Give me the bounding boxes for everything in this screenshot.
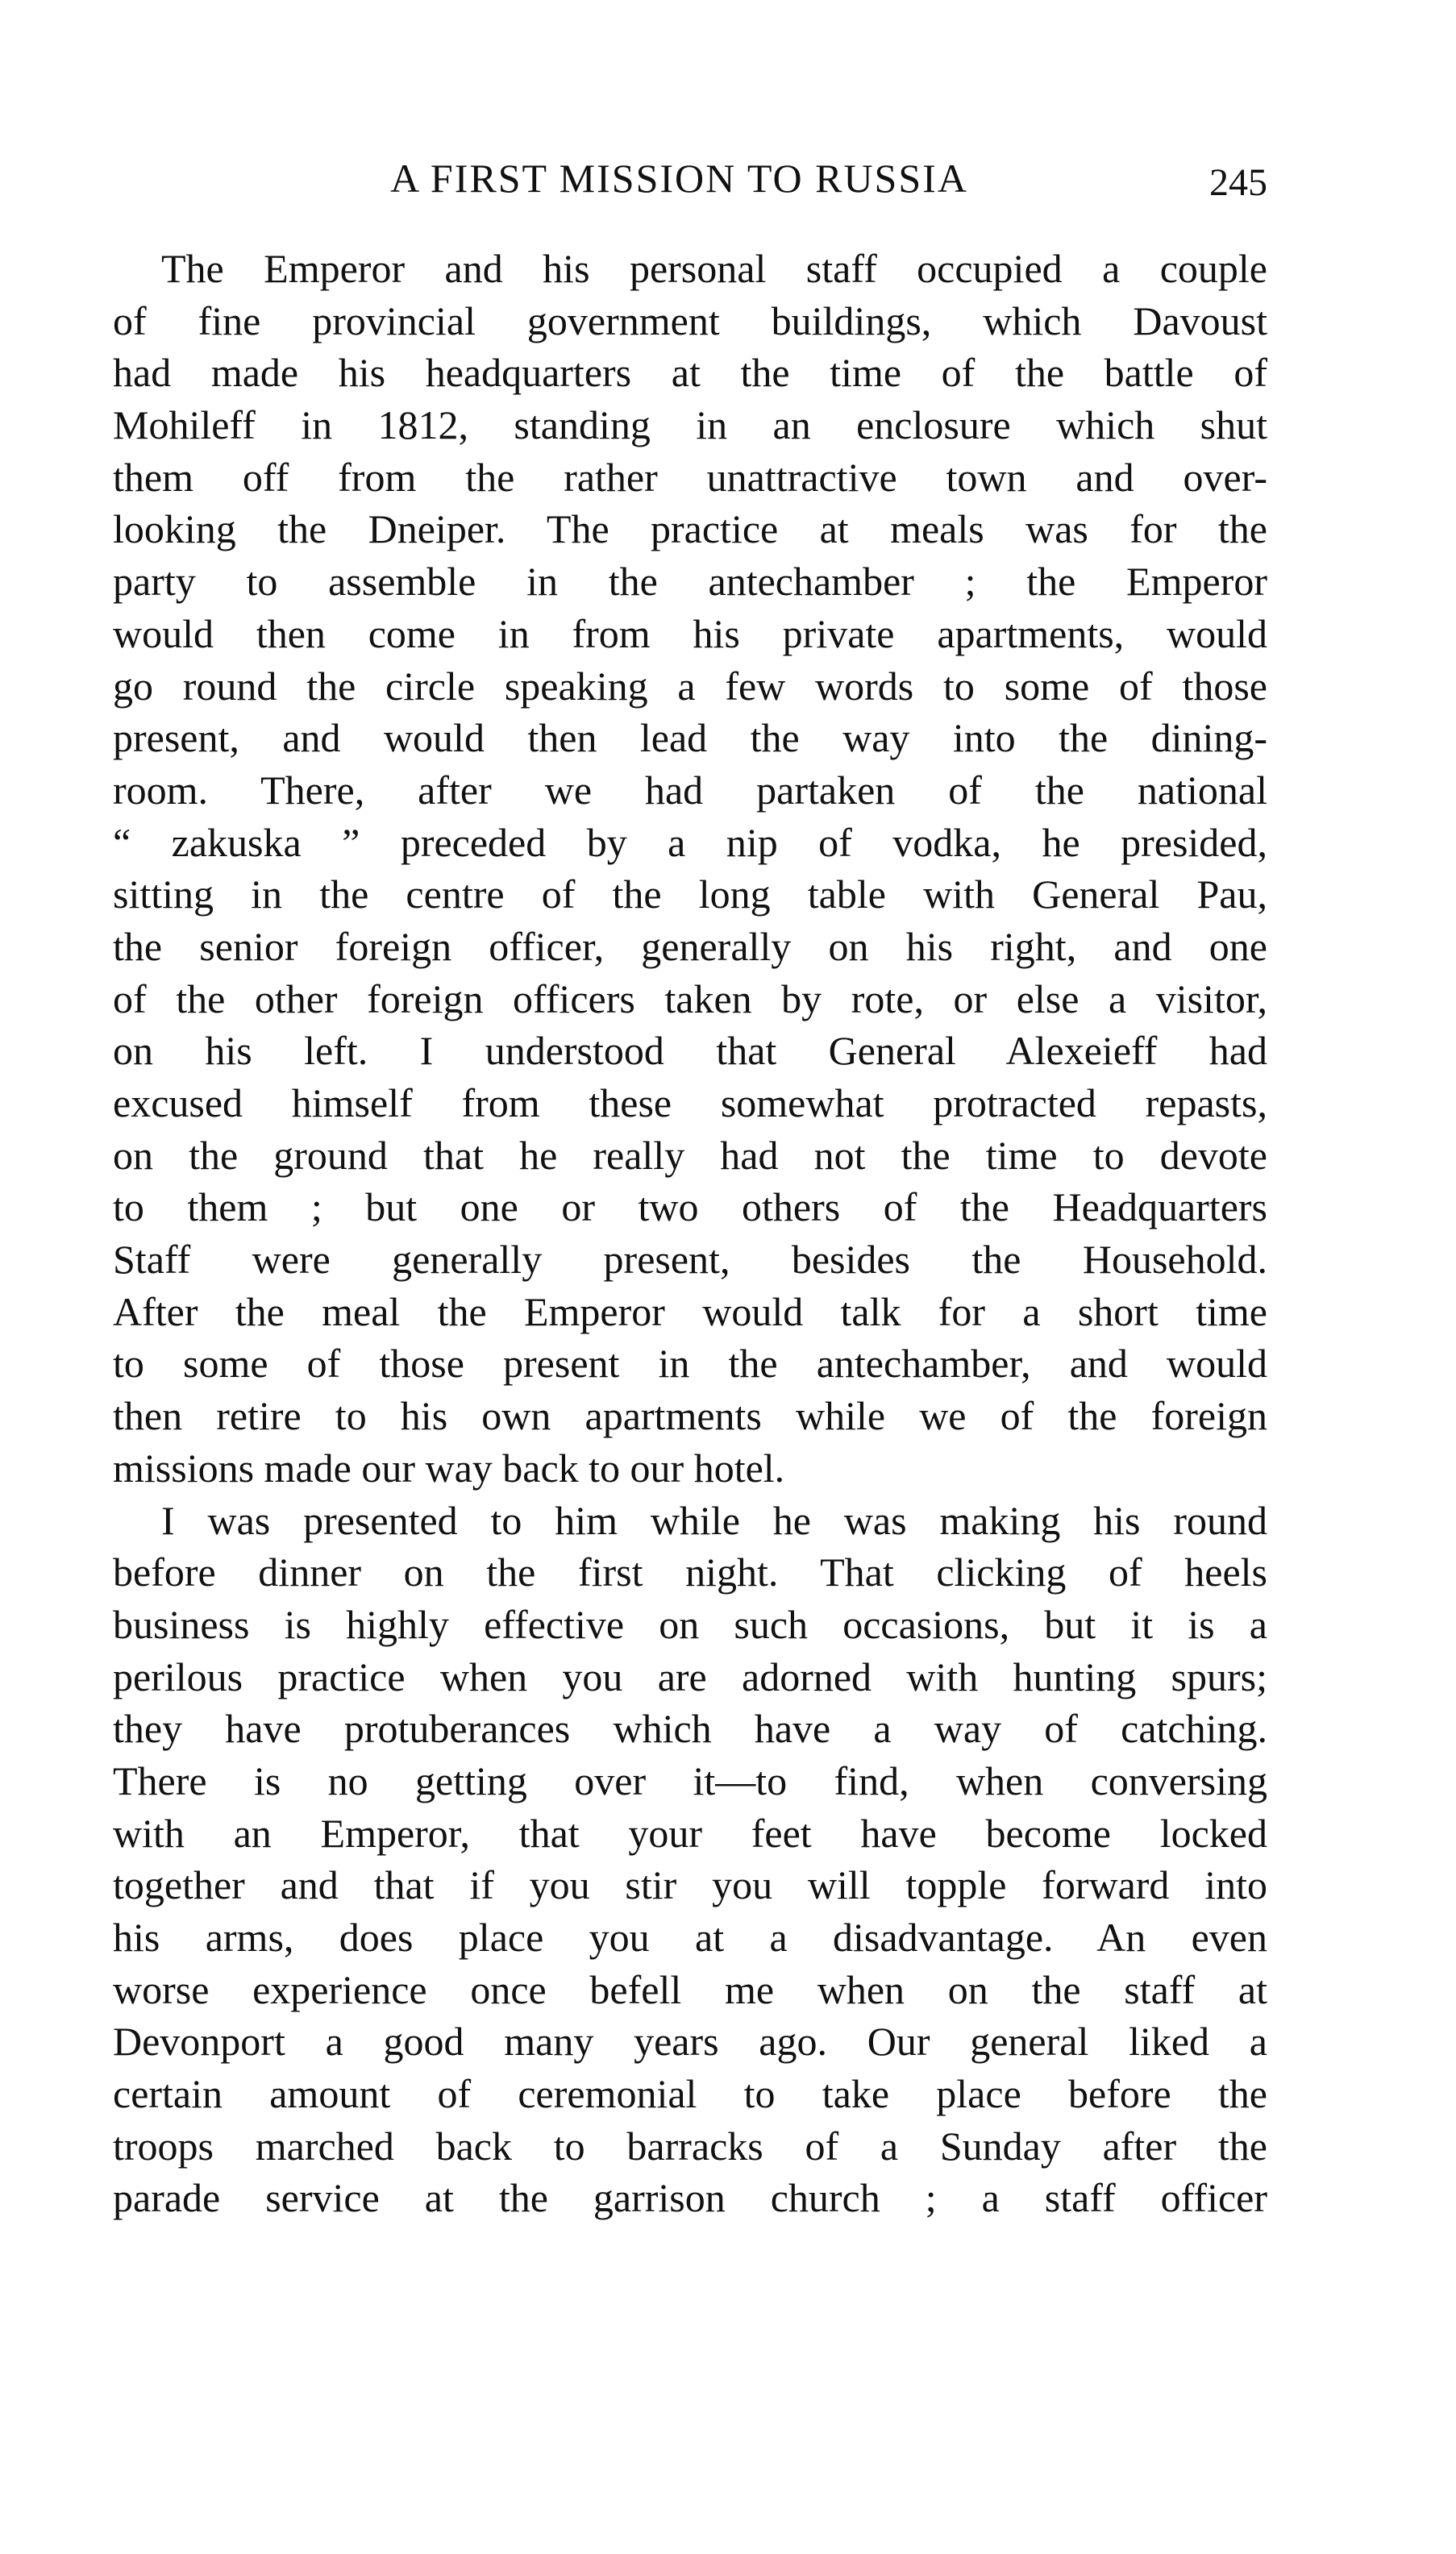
text-line: his arms, does place you at a disadvantage. An even [113,1915,1267,1960]
text-line: Staff were generally present, besides the Household. [113,1237,1267,1283]
body-text [113,243,1267,2224]
text-line: on the ground that he really had not the time to devote [113,1132,1267,1178]
text-line: worse experience once befell me when on the staff at [113,1966,1267,2012]
text-line: had made his headquarters at the time of the battle of [113,350,1267,396]
text-line: There is no getting over it—to find, when conversing [113,1757,1267,1803]
text-line: they have protuberances which have a way of catching. [113,1706,1267,1752]
text-line: on his left. I understood that General Alexeieff had [113,1028,1267,1074]
text-line: excused himself from these somewhat protracted repasts, [113,1080,1267,1125]
text-line: Devonport a good many years ago. Our general liked a [113,2019,1267,2065]
text-line: certain amount of ceremonial to take place before the [113,2071,1267,2117]
text-line: troops marched back to barracks of a Sunday after the [113,2123,1267,2169]
text-line: then retire to his own apartments while we of the foreign [113,1393,1267,1439]
text-line: room. There, after we had partaken of the national [113,767,1267,813]
text-line: present, and would then lead the way into the dining- [113,715,1267,761]
page-number: 245 [1209,161,1267,204]
text-line: go round the circle speaking a few words to some of those [113,663,1267,709]
text-line: The Emperor and his personal staff occupied a couple [161,246,1267,291]
text-line: After the meal the Emperor would talk for a short time [113,1288,1267,1334]
running-head [0,150,1456,206]
text-line: the senior foreign officer, generally on his right, and one [113,923,1267,969]
text-line: party to assemble in the antechamber ; the Emperor [113,559,1267,605]
text-line: parade service at the garrison church ; a staff officer [113,2175,1267,2221]
text-line: together and that if you stir you will topple forward into [113,1862,1267,1908]
text-line: of fine provincial government buildings, which Davoust [113,297,1267,343]
text-line: sitting in the centre of the long table with General Pau, [113,871,1267,917]
text-line: I was presented to him while he was making his round [161,1497,1267,1543]
text-line: to some of those present in the antechamber, and would [113,1341,1267,1387]
text-line: missions made our way back to our hotel. [113,1445,785,1491]
text-line: them off from the rather unattractive town and over- [113,454,1267,500]
text-line: “ zakuska ” preceded by a nip of vodka, he presided, [113,819,1267,865]
text-line: to them ; but one or two others of the Headquarters [113,1184,1267,1230]
text-line: of the other foreign officers taken by rote, or else a visitor, [113,975,1267,1021]
running-title: A FIRST MISSION TO RUSSIA [390,156,968,201]
text-line: would then come in from his private apartments, would [113,610,1267,656]
text-line: business is highly effective on such occasions, but it is a [113,1601,1267,1647]
text-line: with an Emperor, that your feet have become locked [113,1810,1267,1856]
text-line: before dinner on the first night. That clicking of heels [113,1549,1267,1595]
text-line: Mohileff in 1812, standing in an enclosure which shut [113,402,1267,448]
text-line: looking the Dneiper. The practice at meals was for the [113,506,1267,552]
text-line: perilous practice when you are adorned with hunting spurs; [113,1653,1267,1699]
